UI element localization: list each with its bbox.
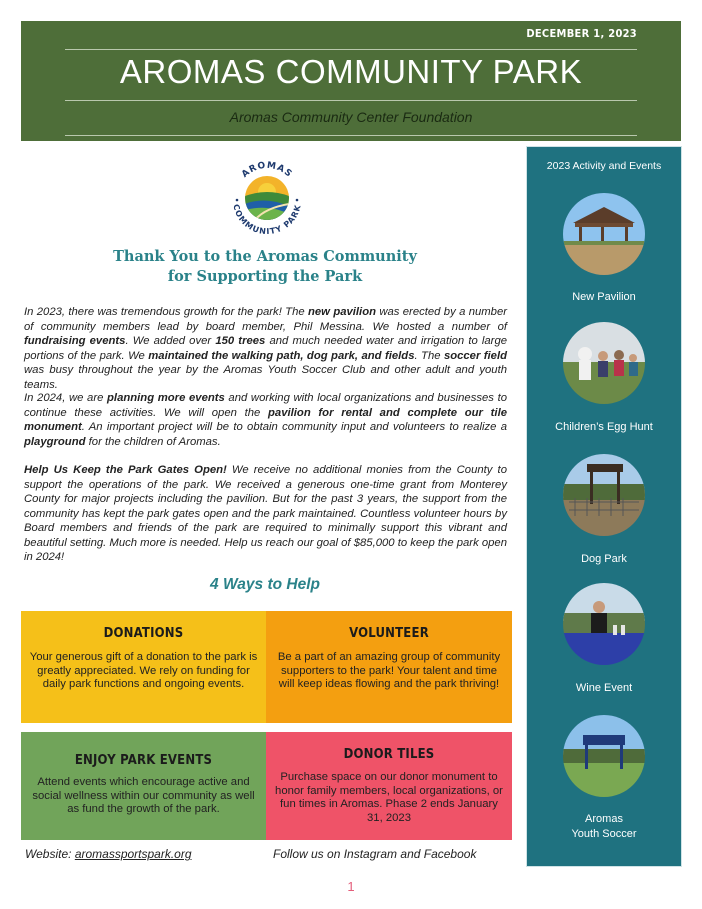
egg-hunt-photo xyxy=(563,322,645,404)
park-events-heading: ENJOY PARK EVENTS xyxy=(74,753,213,768)
youth-soccer-photo xyxy=(563,715,645,797)
donations-text: Your generous gift of a donation to the park is greatly appreciated. We rely on funding for daily park functions and ongoing events. xyxy=(29,651,258,690)
text-run: . An important project will be to obtain community input and volunteers to realize a xyxy=(81,421,507,433)
donations-heading: DONATIONS xyxy=(103,626,184,641)
sidebar-caption-pavilion: New Pavilion xyxy=(572,291,636,303)
thank-you-heading-line1: Thank You to the Aromas Community xyxy=(113,248,417,265)
page-title: AROMAS COMMUNITY PARK xyxy=(119,53,583,90)
issue-date: DECEMBER 1, 2023 xyxy=(526,27,637,40)
volunteer-heading: VOLUNTEER xyxy=(349,626,429,641)
thank-you-heading-line2: for Supporting the Park xyxy=(167,268,363,285)
text-run: and working with local organizations and businesses to continue these activities. We will open the xyxy=(24,392,507,419)
page-subtitle: Aromas Community Center Foundation xyxy=(229,109,473,125)
donations-box xyxy=(21,611,266,723)
sidebar-caption-youth-soccer: Aromas Youth Soccer xyxy=(571,813,637,840)
header-rule-middle xyxy=(65,100,637,101)
paragraph-2024 xyxy=(24,391,507,449)
text-run: . We added over xyxy=(125,335,216,347)
emphasis: soccer field xyxy=(443,349,508,362)
paragraph-gates xyxy=(24,463,507,565)
donor-tiles-text: Purchase space on our donor monument to honor family members, local organizations, or fun times in Aromas. Phase 2 ends January 31, 2023 xyxy=(275,771,503,824)
website-line xyxy=(25,847,192,861)
park-events-box xyxy=(21,732,266,840)
logo-top-text: AROMAS xyxy=(240,160,294,180)
donor-tiles-box xyxy=(266,732,512,840)
header-rule-bottom xyxy=(65,135,637,136)
header-banner xyxy=(21,21,681,141)
text-run: was erected by a number of community members lead by board member, Phil Messina. We hosted a number of xyxy=(24,306,508,333)
dog-park-photo xyxy=(563,454,645,536)
social-line: Follow us on Instagram and Facebook xyxy=(273,847,477,861)
volunteer-text: Be a part of an amazing group of community supporters to the park! Your talent and time will keep ideas flowing and the park thriving! xyxy=(277,651,501,690)
page-number: 1 xyxy=(347,879,355,894)
website-label: Website: xyxy=(25,847,75,861)
sidebar-caption-wine-event: Wine Event xyxy=(575,682,633,694)
paragraph-2023 xyxy=(24,305,507,392)
logo-bottom-text: COMMUNITY PARK xyxy=(231,203,303,237)
park-logo xyxy=(225,152,309,242)
emphasis: new pavilion xyxy=(308,306,376,318)
sidebar-caption-dog-park: Dog Park xyxy=(581,553,627,565)
text-run: . The xyxy=(414,349,444,362)
text-run: and much needed water and irrigation to large portions of the park. We xyxy=(24,335,508,362)
emphasis: fundraising events xyxy=(24,335,126,347)
website-link[interactable]: aromassportspark.org xyxy=(74,847,192,861)
text-run: was busy throughout the year by the Aromas Youth Soccer Club and other adult and youth teams. xyxy=(24,364,507,391)
header-rule-top xyxy=(65,49,637,50)
text-run: for the children of Aromas. xyxy=(85,435,221,448)
emphasis: pavilion for rental and complete our tile monument xyxy=(24,406,507,433)
text-run: We receive no additional monies from the County to support the operations of the park. We received a generous one-time grant from Monterey County for major projects including the pavilion. But for the past 3 years, the support from the community has kept the park gates open and the park maintained. Countless volunteer hours by Board members and friends of the park are required to minimally support this vibrant and beautiful setting. Much more is needed. Help us reach our goal of $85,000 to keep the park open in 2024! xyxy=(24,464,507,563)
emphasis: planning more events xyxy=(107,392,225,404)
text-run: In 2024, we are xyxy=(24,392,108,404)
activity-sidebar xyxy=(527,147,681,866)
emphasis: Help Us Keep the Park Gates Open! xyxy=(24,464,227,476)
ways-to-help-heading: 4 Ways to Help xyxy=(210,576,320,593)
emphasis: 150 trees xyxy=(215,335,266,347)
emphasis: maintained the walking path, dog park, and fields xyxy=(148,349,415,362)
sidebar-caption-egg-hunt: Children’s Egg Hunt xyxy=(555,421,653,433)
sidebar-title: 2023 Activity and Events xyxy=(546,160,662,172)
wine-event-photo xyxy=(563,583,645,665)
text-run: In 2023, there was tremendous growth for the park! The xyxy=(24,306,308,318)
donor-tiles-heading: DONOR TILES xyxy=(343,747,435,762)
pavilion-photo xyxy=(563,193,645,275)
park-events-text: Attend events which encourage active and social wellness within our community as well as fund the growth of the park. xyxy=(32,776,255,815)
volunteer-box xyxy=(266,611,512,723)
emphasis: playground xyxy=(24,435,86,448)
